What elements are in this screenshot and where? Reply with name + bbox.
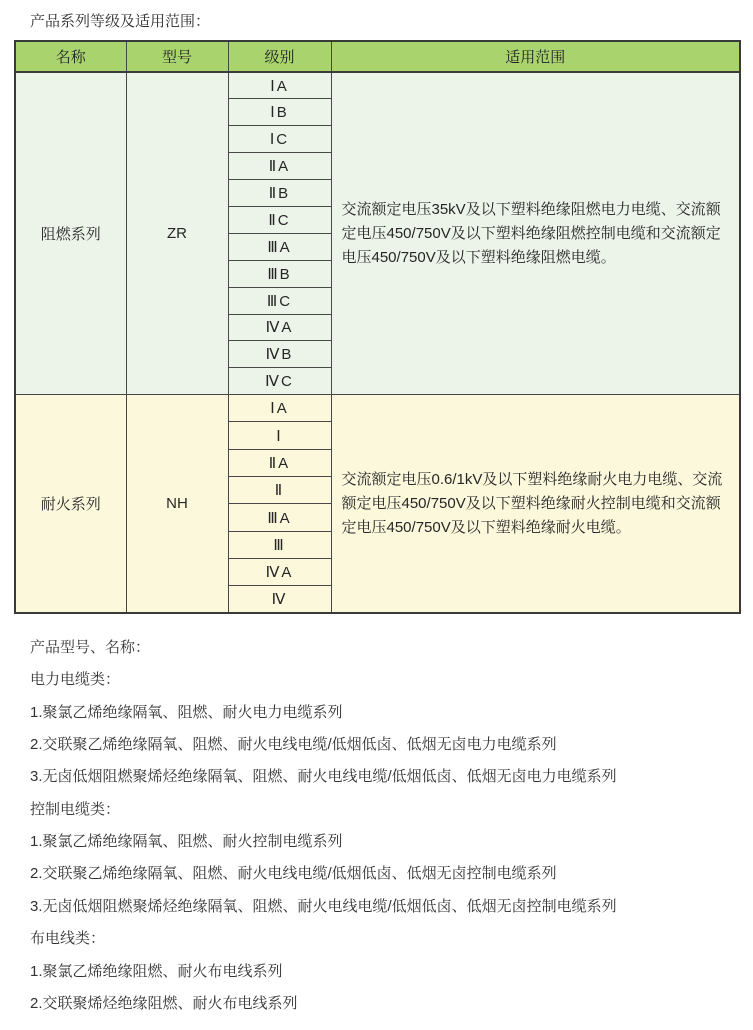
model-cell: ZR — [126, 72, 228, 395]
group-title-wiring-cables: 布电线类： — [30, 930, 106, 948]
list-item: 2.交联聚乙烯绝缘隔氧、阻燃、耐火电线电缆/低烟低卤、低烟无卤控制电缆系列 — [30, 865, 557, 883]
grade-level-cell: ⅣC — [228, 368, 331, 395]
model-cell: NH — [126, 395, 228, 613]
list-item: 3.无卤低烟阻燃聚烯烃绝缘隔氧、阻燃、耐火电线电缆/低烟低卤、低烟无卤控制电缆系列 — [30, 897, 617, 915]
series-name-cell: 耐火系列 — [15, 395, 126, 613]
table-row — [15, 72, 740, 99]
grade-level-cell: ⅡB — [228, 180, 331, 207]
list-item: 1.聚氯乙烯绝缘隔氧、阻燃、耐火电力电缆系列 — [30, 703, 343, 721]
grade-level-cell: Ⅲ — [228, 531, 331, 558]
grade-level-cell: ⅢC — [228, 287, 331, 314]
grade-level-cell: ⅠB — [228, 99, 331, 126]
grade-level-cell: ⅠA — [228, 395, 331, 422]
header-scope: 适用范围 — [331, 41, 740, 72]
table-row — [15, 395, 740, 422]
series-name-cell: 阻燃系列 — [15, 72, 126, 395]
product-models-section — [30, 630, 753, 1019]
grade-level-cell: ⅡA — [228, 449, 331, 476]
product-grade-table — [14, 40, 741, 614]
grade-level-cell: ⅠC — [228, 126, 331, 153]
page-title: 产品系列等级及适用范围： — [30, 13, 211, 30]
grade-level-cell: ⅠA — [228, 72, 331, 99]
header-grade: 级别 — [228, 41, 331, 72]
grade-level-cell: ⅣA — [228, 314, 331, 341]
list-item: 2.交联聚烯烃绝缘阻燃、耐火布电线系列 — [30, 995, 298, 1013]
list-item: 2.交联聚乙烯绝缘隔氧、阻燃、耐火电线电缆/低烟低卤、低烟无卤电力电缆系列 — [30, 735, 557, 753]
table-header-row — [15, 41, 740, 72]
grade-level-cell: ⅡC — [228, 206, 331, 233]
list-item: 1.聚氯乙烯绝缘阻燃、耐火布电线系列 — [30, 962, 283, 980]
list-item: 1.聚氯乙烯绝缘隔氧、阻燃、耐火控制电缆系列 — [30, 833, 343, 851]
grade-level-cell: Ⅳ — [228, 586, 331, 613]
grade-level-cell: ⅢB — [228, 260, 331, 287]
list-item: 3.无卤低烟阻燃聚烯烃绝缘隔氧、阻燃、耐火电线电缆/低烟低卤、低烟无卤电力电缆系列 — [30, 768, 617, 786]
scope-cell: 交流额定电压35kV及以下塑料绝缘阻燃电力电缆、交流额定电压450/750V及以下塑料绝缘阻燃控制电缆和交流额定电压450/750V及以下塑料绝缘阻燃电缆。 — [331, 72, 740, 395]
header-model: 型号 — [126, 41, 228, 72]
grade-level-cell: ⅢA — [228, 504, 331, 531]
section-heading: 产品型号、名称： — [30, 638, 151, 656]
grade-level-cell: ⅣA — [228, 558, 331, 585]
group-title-power-cables: 电力电缆类： — [30, 671, 121, 689]
grade-level-cell: ⅣB — [228, 341, 331, 368]
grade-level-cell: ⅡA — [228, 153, 331, 180]
group-title-control-cables: 控制电缆类： — [30, 800, 121, 818]
scope-cell: 交流额定电压0.6/1kV及以下塑料绝缘耐火电力电缆、交流额定电压450/750V及以下塑料绝缘耐火控制电缆和交流额定电压450/750V及以下塑料绝缘耐火电缆。 — [331, 395, 740, 613]
grade-level-cell: ⅢA — [228, 233, 331, 260]
grade-level-cell: Ⅰ — [228, 422, 331, 449]
header-name: 名称 — [15, 41, 126, 72]
grade-level-cell: Ⅱ — [228, 477, 331, 504]
